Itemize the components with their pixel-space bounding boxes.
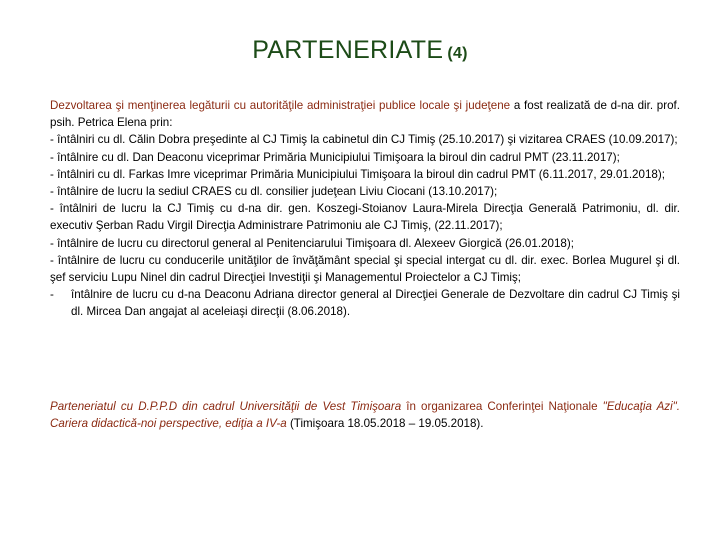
conference-dates: (Timişoara 18.05.2018 – 19.05.2018). — [286, 417, 484, 431]
list-item: - întâlnire de lucru la sediul CRAES cu dl. consilier judeţean Liviu Ciocani (13.10.2017); — [50, 185, 498, 199]
partnership-section-university — [50, 398, 680, 432]
list-item: - întâlnire cu dl. Dan Deaconu viceprimar Primăria Municipiului Timişoara la biroul din cadrul PMT (23.11.2017); — [50, 150, 620, 164]
university-partnership-paragraph — [50, 398, 680, 432]
section-intro-highlight: Dezvoltarea şi menţinerea legăturii cu autorităţile administraţiei publice locale şi judeţene — [50, 99, 511, 112]
page-title — [0, 36, 720, 65]
section-intro — [50, 97, 680, 131]
title-text: PARTENERIATE — [252, 36, 444, 64]
conference-intro: în organizarea Conferinţei Naţionale — [401, 400, 603, 413]
university-partnership-highlight: Parteneriatul cu D.P.P.D din cadrul Universităţii de Vest Timişoara — [50, 400, 402, 413]
list-item: - întâlnire de lucru cu directorul general al Penitenciarului Timişoara dl. Alexeev Giorgică (26.01.2018); — [50, 236, 574, 250]
list-dash: - — [50, 288, 54, 302]
list-item: - întâlniri cu dl. Farkas Imre viceprimar Primăria Municipiului Timişoara la biroul din cadrul PMT (6.11.2017, 29.01.2018); — [50, 167, 665, 181]
list-item: - întâlniri de lucru la CJ Timiş cu d-na dir. gen. Koszegi-Stoianov Laura-Mirela Direcţia Generală Patrimoniu, dl. dir. executiv Şerban Radu Virgil Direcţia Administrare Patrimoniu ale CJ Timiş, (22.11.2017); — [50, 202, 680, 233]
list-item: - întâlniri cu dl. Călin Dobra preşedinte al CJ Timiş la cabinetul din CJ Timiş (25.10.2017) şi vizitarea CRAES (10.09.2017); — [50, 133, 678, 147]
title-count: (4) — [447, 45, 468, 62]
list-item-last — [50, 286, 680, 320]
partnership-section-authorities — [50, 97, 680, 321]
conference-title: "Educaţia Azi". Cariera didactică-noi perspective, ediţia a IV-a — [50, 400, 681, 431]
list-item-last-text: întâlnire de lucru cu d-na Deaconu Adriana director general al Direcţiei Generale de Dezvoltare din cadrul CJ Timiş şi dl. Mircea Dan angajat al aceleiaşi direcţii (8.06.2018). — [71, 288, 680, 319]
list-item: - întâlnire de lucru cu conducerile unităţilor de învăţământ special şi special intergat cu dl. dir. exec. Borlea Mugurel şi dl. şef serviciu Lupu Ninel din cadrul Direcţiei Investiţii şi Managementul Proiectelor a CJ Timiş; — [50, 253, 680, 285]
section-intro-rest: a fost realizată de d-na dir. prof. psih. Petrica Elena prin: — [50, 99, 680, 130]
